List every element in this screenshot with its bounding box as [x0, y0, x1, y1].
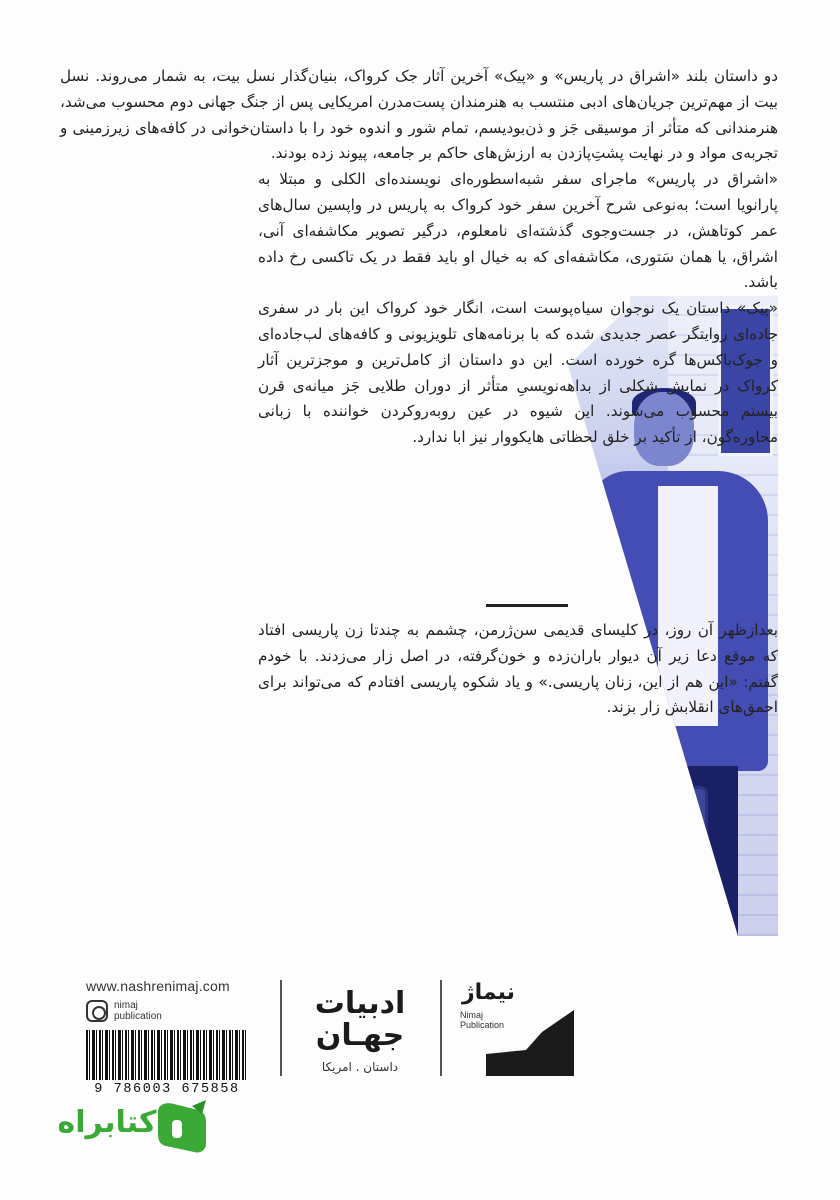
series-subtitle: داستان . امریکا — [321, 1060, 399, 1074]
publisher-name-en-line2: Publication — [460, 1020, 505, 1030]
photo-pants — [628, 766, 738, 936]
blurb-paragraph-2: «اشراق در پاریس» ماجرای سفر شبه‌اسطوره‌ای نویسنده‌ای الکلی و مبتلا به پارانویا است؛ به‌نوعی شرح آخرین سفر خود کرواک به پاریس در واپسین سال‌های عمر کوتاهش، در جست‌وجوی گذشته‌ای نامعلوم، درگیر تصویر مکاشفه‌ای آنی، اشراق، یا همان سَتوری، مکاشفه‌ای که به خیال او باید فقط در یک تاکسی رخ داده باشد. — [258, 170, 778, 292]
photo-suitcase-handle — [626, 774, 666, 792]
publisher-name-en-line1: Nimaj — [460, 1010, 484, 1020]
instagram-handle — [114, 1000, 162, 1022]
footer-divider-left — [280, 980, 282, 1076]
series-title-line1: ادبیات — [314, 986, 406, 1021]
divider-line — [486, 604, 568, 607]
blurb-text — [60, 64, 778, 451]
ketabrah-logo-icon — [152, 1100, 210, 1154]
isbn-barcode — [86, 1030, 248, 1080]
publisher-website[interactable]: www.nashrenimaj.com — [86, 978, 230, 994]
photo-suitcase — [588, 786, 708, 906]
excerpt-quote-text: بعدازظهر آن روز، در کلیسای قدیمی سن‌ژرمن، چشمم به چندتا زن پاریسی افتاد که موقع دعا زیر آن دیوار باران‌زده و خون‌گرفته، در اصل زار می‌زدند. با خودم گفتم: «این هم از این، زنان پاریسی.» و یاد شکوه پاریسی افتادم که می‌تواند برای احمق‌های انقلابش زار بزند. — [258, 621, 778, 717]
blurb-paragraph-3: «پیک» داستان یک نوجوان سیاه‌پوست است، انگار خود کرواک این بار در سفری جاده‌ای روایتگر عصر جدیدی شده که با برنامه‌های تلویزیونی و کافه‌های لب‌جاده‌ای و جوک‌باکس‌ها گره خورده است. این دو داستان از کامل‌ترین و موجزترین آثار کرواک در نمایش شکلی از بداهه‌نویسیِ متأثر از دوران طلایی جَز میانه‌ی قرن بیستم محسوب می‌شوند. این شیوه در عین روبه‌روکردن خواننده با زبانی محاوره‌گون، از تأکید بر خلق لحظاتی هایکووار نیز ابا ندارد. — [258, 299, 778, 447]
publisher-name: نیماژ — [462, 980, 515, 1005]
nimaj-logo-icon — [486, 1010, 574, 1076]
footer-divider-right — [440, 980, 442, 1076]
excerpt-quote — [258, 618, 778, 721]
blurb-paragraph-1: دو داستان بلند «اشراق در پاریس» و «پیک» آخرین آثار جک کرواک، بنیان‌گذار نسل بیت، به شمار می‌روند. نسل بیت از مهم‌ترین جریان‌های ادبی منتسب به هنرمندان پست‌مدرن امریکایی پس از جنگ جهانی دوم محسوب می‌شد، هنرمندانی که متأثر از موسیقی جَز و ذن‌بودیسم، تمام شور و اندوه خود را با داستان‌خوانی در کافه‌های زیرزمینی و تجربه‌ی مواد و در نهایت پشتِ‌پازدن به ارزش‌های حاکم بر جامعه، پیوند زده بودند. — [60, 67, 778, 163]
series-title — [296, 988, 424, 1052]
instagram-handle-line2: publication — [114, 1011, 162, 1022]
instagram-icon — [86, 1000, 108, 1022]
isbn-number: 9 786003 675858 — [94, 1082, 240, 1097]
series-title-line2: جهـان — [315, 1018, 405, 1053]
ketabrah-watermark-text: کتابراه — [57, 1105, 157, 1140]
instagram-handle-line1: nimaj — [114, 1000, 138, 1011]
